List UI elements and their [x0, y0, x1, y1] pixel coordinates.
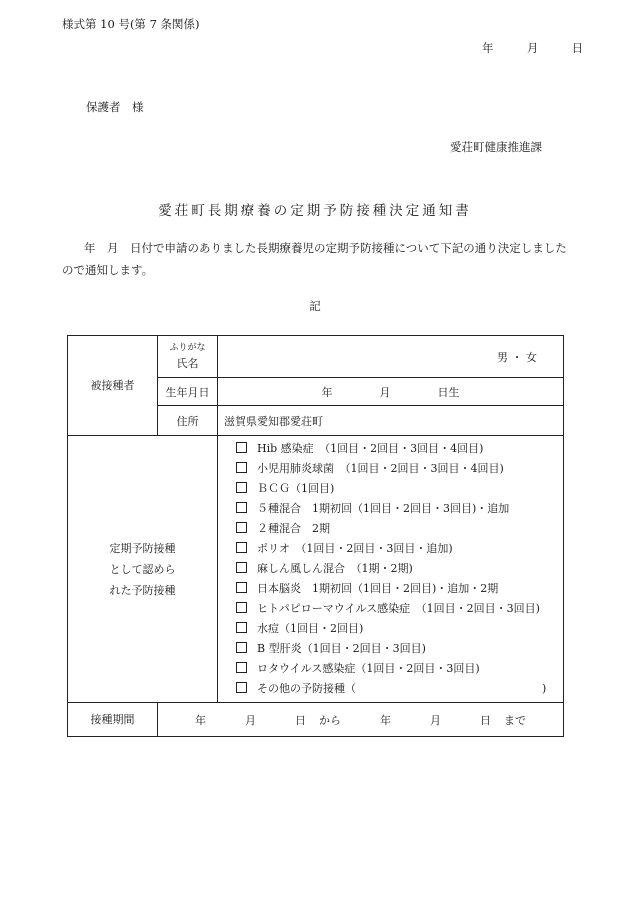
vaccination-item-other — [236, 679, 563, 699]
address-field: 滋賀県愛知郡愛荘町 — [218, 406, 564, 436]
addressee: 保護者 様 — [86, 100, 144, 114]
vaccination-list — [218, 436, 563, 702]
sender: 愛荘町健康推進課 — [450, 140, 542, 154]
checkbox[interactable] — [236, 522, 247, 533]
period-to-year: 年 — [380, 713, 391, 727]
vaccination-header-line: 定期予防接種 — [109, 541, 176, 555]
period-made: まで — [504, 713, 526, 727]
vaccination-label: B 型肝炎（1回目・2回目・3回目) — [257, 642, 426, 655]
name-label-cell — [158, 336, 218, 378]
checkbox[interactable] — [236, 442, 247, 453]
birthdate-label: 生年月日 — [158, 378, 218, 406]
issue-date — [482, 40, 583, 56]
checkbox[interactable] — [236, 462, 247, 473]
notice-table — [67, 335, 564, 737]
birthdate-field — [218, 378, 564, 406]
period-field — [158, 703, 564, 737]
checkbox[interactable] — [236, 682, 247, 693]
period-from-month: 月 — [245, 713, 256, 727]
period-to-day: 日 — [480, 713, 491, 727]
vaccination-label: Hib 感染症 （1回目・2回目・3回目・4回目) — [257, 442, 484, 455]
document-title: 愛荘町長期療養の定期予防接種決定通知書 — [158, 203, 472, 219]
other-vaccination-label: その他の予防接種（ — [257, 682, 356, 695]
date-year: 年 — [482, 41, 494, 55]
date-month: 月 — [526, 41, 539, 55]
vaccination-label: 麻しん風しん混合 （1期・2期) — [257, 562, 413, 575]
vaccination-label: ポリオ （1回目・2回目・3回目・追加) — [257, 542, 453, 555]
vaccination-list-cell — [218, 436, 564, 703]
vaccination-item — [236, 659, 563, 679]
vaccination-item — [236, 519, 563, 539]
vaccination-label: 水痘（1回目・2回目) — [257, 622, 364, 635]
date-day: 日 — [571, 41, 584, 55]
birthdate-day: 日生 — [437, 385, 460, 399]
birthdate-year: 年 — [321, 385, 333, 399]
vaccination-item — [236, 539, 563, 559]
form-number: 様式第 10 号(第 7 条関係) — [62, 17, 200, 31]
vaccination-item — [236, 559, 563, 579]
ki-heading: 記 — [309, 299, 321, 313]
birthdate-month: 月 — [379, 385, 391, 399]
vaccination-label: ５種混合 1期初回（1回目・2回目・3回目)・追加 — [257, 502, 510, 515]
checkbox[interactable] — [236, 622, 247, 633]
vaccination-item — [236, 479, 563, 499]
vaccination-label: 小児用肺炎球菌 （1回目・2回目・3回目・4回目) — [257, 462, 504, 475]
period-to-month: 月 — [430, 713, 441, 727]
vaccination-header-line: れた予防接種 — [109, 583, 176, 597]
other-vaccination-close: ) — [542, 682, 547, 695]
body-text: 年 月 日付で申請のありました長期療養児の定期予防接種について下記の通り決定しましたので通知します。 — [62, 241, 567, 277]
checkbox[interactable] — [236, 602, 247, 613]
sex-field: 男 ・ 女 — [218, 336, 564, 378]
vaccination-label: ロタウイルス感染症（1回目・2回目・3回目) — [257, 662, 480, 675]
vaccination-label: ２種混合 2期 — [257, 522, 330, 535]
vaccination-label: 日本脳炎 1期初回（1回目・2回目)・追加・2期 — [257, 582, 499, 595]
vaccination-header-line: として認めら — [109, 562, 176, 576]
period-header: 接種期間 — [68, 703, 158, 737]
vaccination-item — [236, 639, 563, 659]
checkbox[interactable] — [236, 482, 247, 493]
checkbox[interactable] — [236, 502, 247, 513]
period-from-year: 年 — [195, 713, 206, 727]
address-label: 住所 — [158, 406, 218, 436]
vaccination-label: ＢＣＧ（1回目) — [257, 482, 335, 495]
checkbox[interactable] — [236, 582, 247, 593]
name-label: 氏名 — [176, 356, 199, 370]
vaccination-item — [236, 599, 563, 619]
vaccination-item — [236, 459, 563, 479]
vaccination-item — [236, 499, 563, 519]
furigana-label: ふりがな — [169, 342, 206, 353]
period-kara: から — [319, 713, 341, 727]
checkbox[interactable] — [236, 662, 247, 673]
period-from-day: 日 — [295, 713, 306, 727]
checkbox[interactable] — [236, 562, 247, 573]
vaccination-label: ヒトパピローマウイルス感染症 （1回目・2回目・3回目) — [257, 602, 540, 615]
checkbox[interactable] — [236, 642, 247, 653]
vaccination-item — [236, 439, 563, 459]
vaccination-header — [68, 436, 218, 703]
checkbox[interactable] — [236, 542, 247, 553]
vaccination-item — [236, 619, 563, 639]
vaccination-item — [236, 579, 563, 599]
patient-header: 被接種者 — [68, 336, 158, 436]
